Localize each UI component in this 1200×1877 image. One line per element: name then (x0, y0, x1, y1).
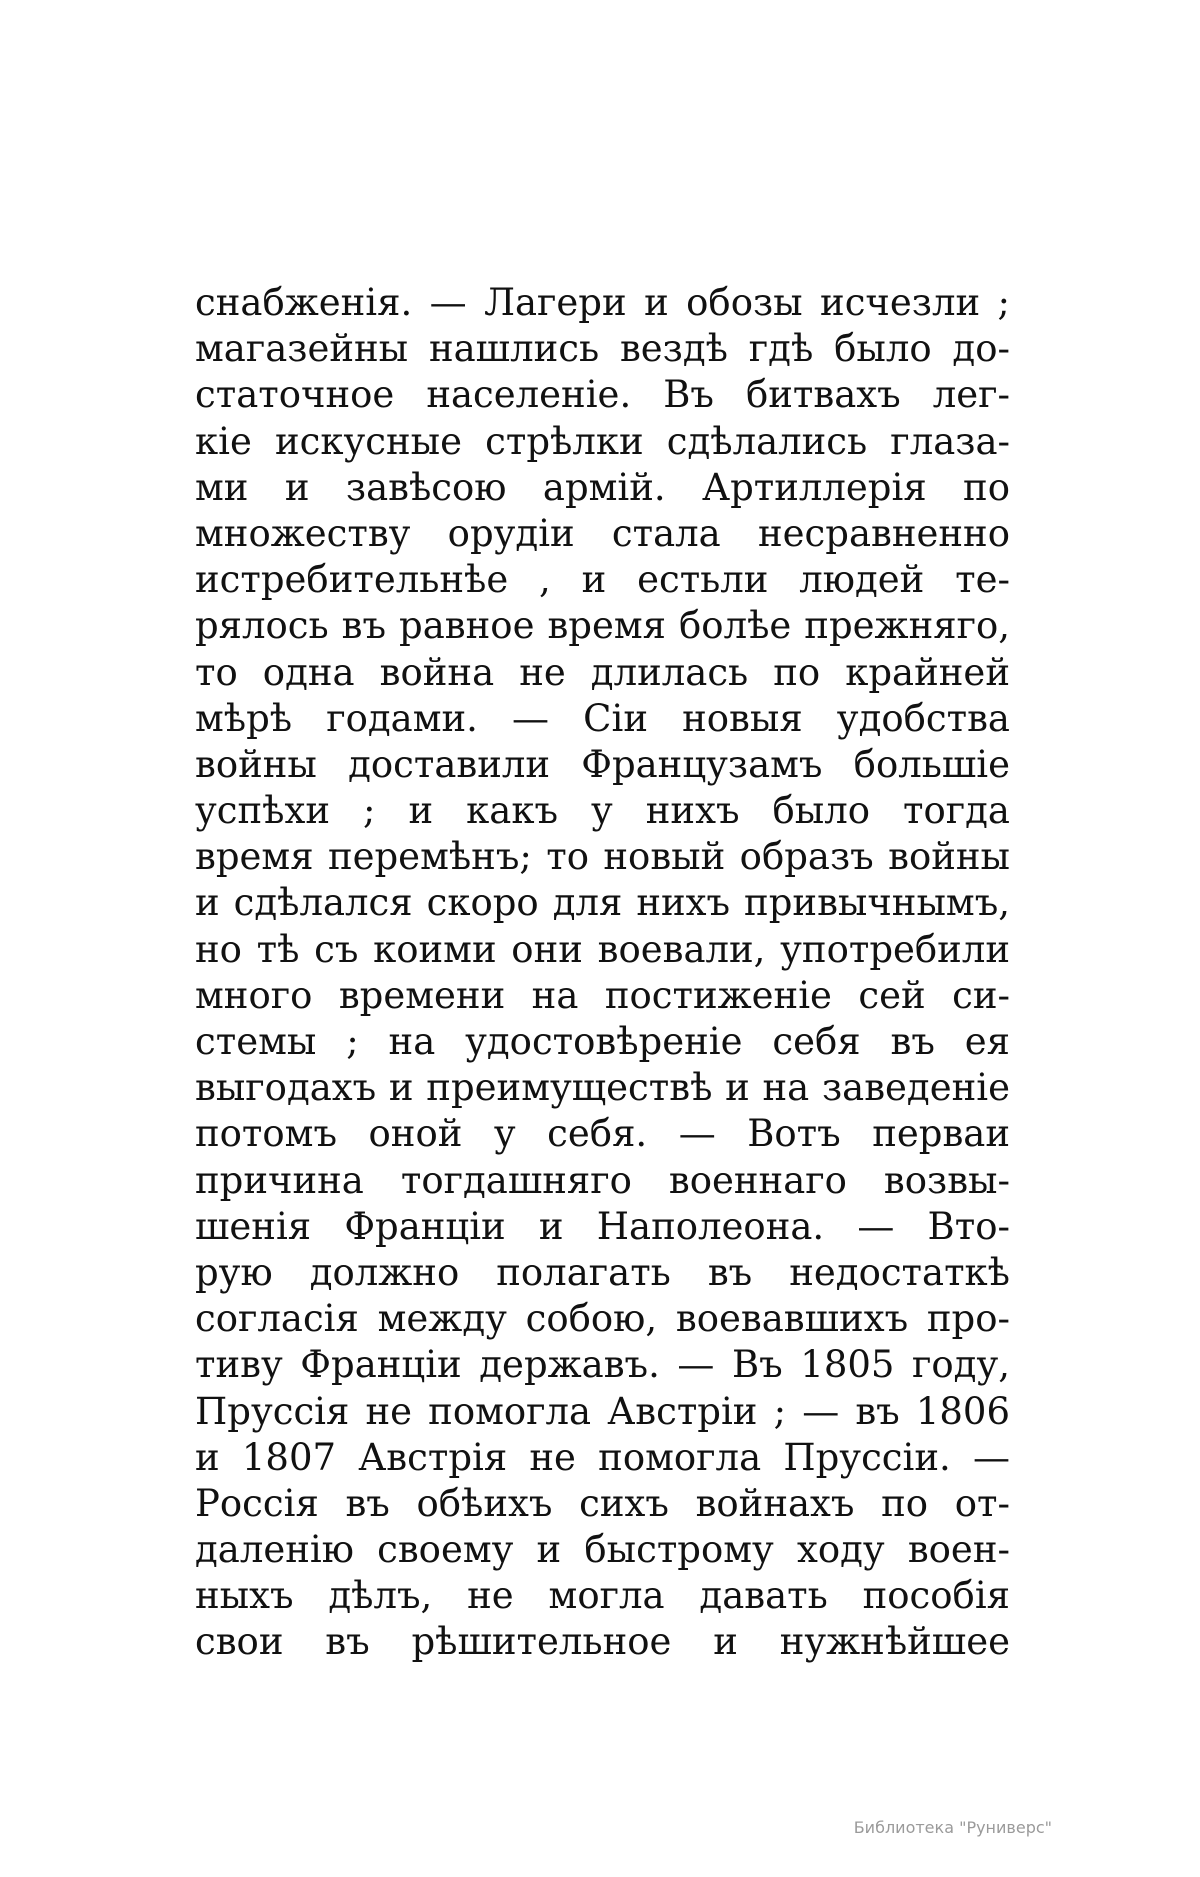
text-line-4: кіе искусные стрѣлки сдѣлались глаза- (195, 419, 1010, 463)
text-line-17: стемы ; на удостовѣреніе себя въ ея (195, 1020, 1010, 1063)
text-line-9: то одна война не длилась по крайней (195, 650, 1010, 694)
text-line-26: и 1807 Австрія не помогла Пруссіи. — (195, 1435, 1010, 1479)
text-line-14: и сдѣлался скоро для нихъ привычнымъ, (195, 881, 1010, 925)
text-line-12: успѣхи ; и какъ у нихъ было тогда (195, 789, 1010, 833)
text-line-3: статочное населеніе. Въ битвахъ лег- (195, 373, 1010, 417)
text-line-5: ми и завѣсою армій. Артиллерія по (195, 465, 1010, 509)
text-line-22: рую должно полагать въ недостаткѣ (195, 1250, 1010, 1294)
library-watermark: Библиотека "Руниверс" (853, 1818, 1052, 1837)
text-line-24: тиву Франціи державъ. — Въ 1805 году, (195, 1343, 1010, 1387)
text-line-20: причина тогдашняго военнаго возвы- (195, 1158, 1010, 1202)
text-line-23: согласія между собою, воевавшихъ про- (195, 1297, 1010, 1341)
text-line-25: Пруссія не помогла Австріи ; — въ 1806 (195, 1389, 1010, 1433)
text-line-10: мѣрѣ годами. — Сіи новыя удобства (195, 696, 1010, 740)
text-line-13: время перемѣнъ; то новый образъ войны (195, 835, 1010, 879)
text-line-19: потомъ оной у себя. — Вотъ перваи (195, 1112, 1010, 1156)
text-line-6: множеству орудіи стала несравненно (195, 511, 1010, 555)
text-line-8: рялось въ равное время болѣе прежняго, (195, 604, 1010, 648)
text-line-11: войны доставили Французамъ большіе (195, 742, 1010, 786)
text-line-7: истребительнѣе , и естьли людей те- (195, 558, 1010, 602)
text-line-29: ныхъ дѣлъ, не могла давать пособія (195, 1574, 1010, 1618)
text-line-21: шенія Франціи и Наполеона. — Вто- (195, 1204, 1010, 1248)
text-line-2: магазейны нашлись вездѣ гдѣ было до- (195, 327, 1010, 371)
text-line-1: снабженія. — Лагери и обозы исчезли ; (195, 281, 1010, 324)
text-line-15: но тѣ съ коими они воевали, употребили (195, 927, 1010, 971)
text-line-18: выгодахъ и преимуществѣ и на заведеніе (195, 1066, 1010, 1110)
text-line-27: Россія въ обѣихъ сихъ войнахъ по от- (195, 1481, 1010, 1525)
text-line-16: много времени на постиженіе сей си- (195, 973, 1010, 1017)
text-line-28: даленію своему и быстрому ходу воен- (195, 1528, 1010, 1572)
body-text (195, 280, 1010, 1666)
text-line-30: свои въ рѣшительное и нужнѣйшее (195, 1620, 1010, 1664)
